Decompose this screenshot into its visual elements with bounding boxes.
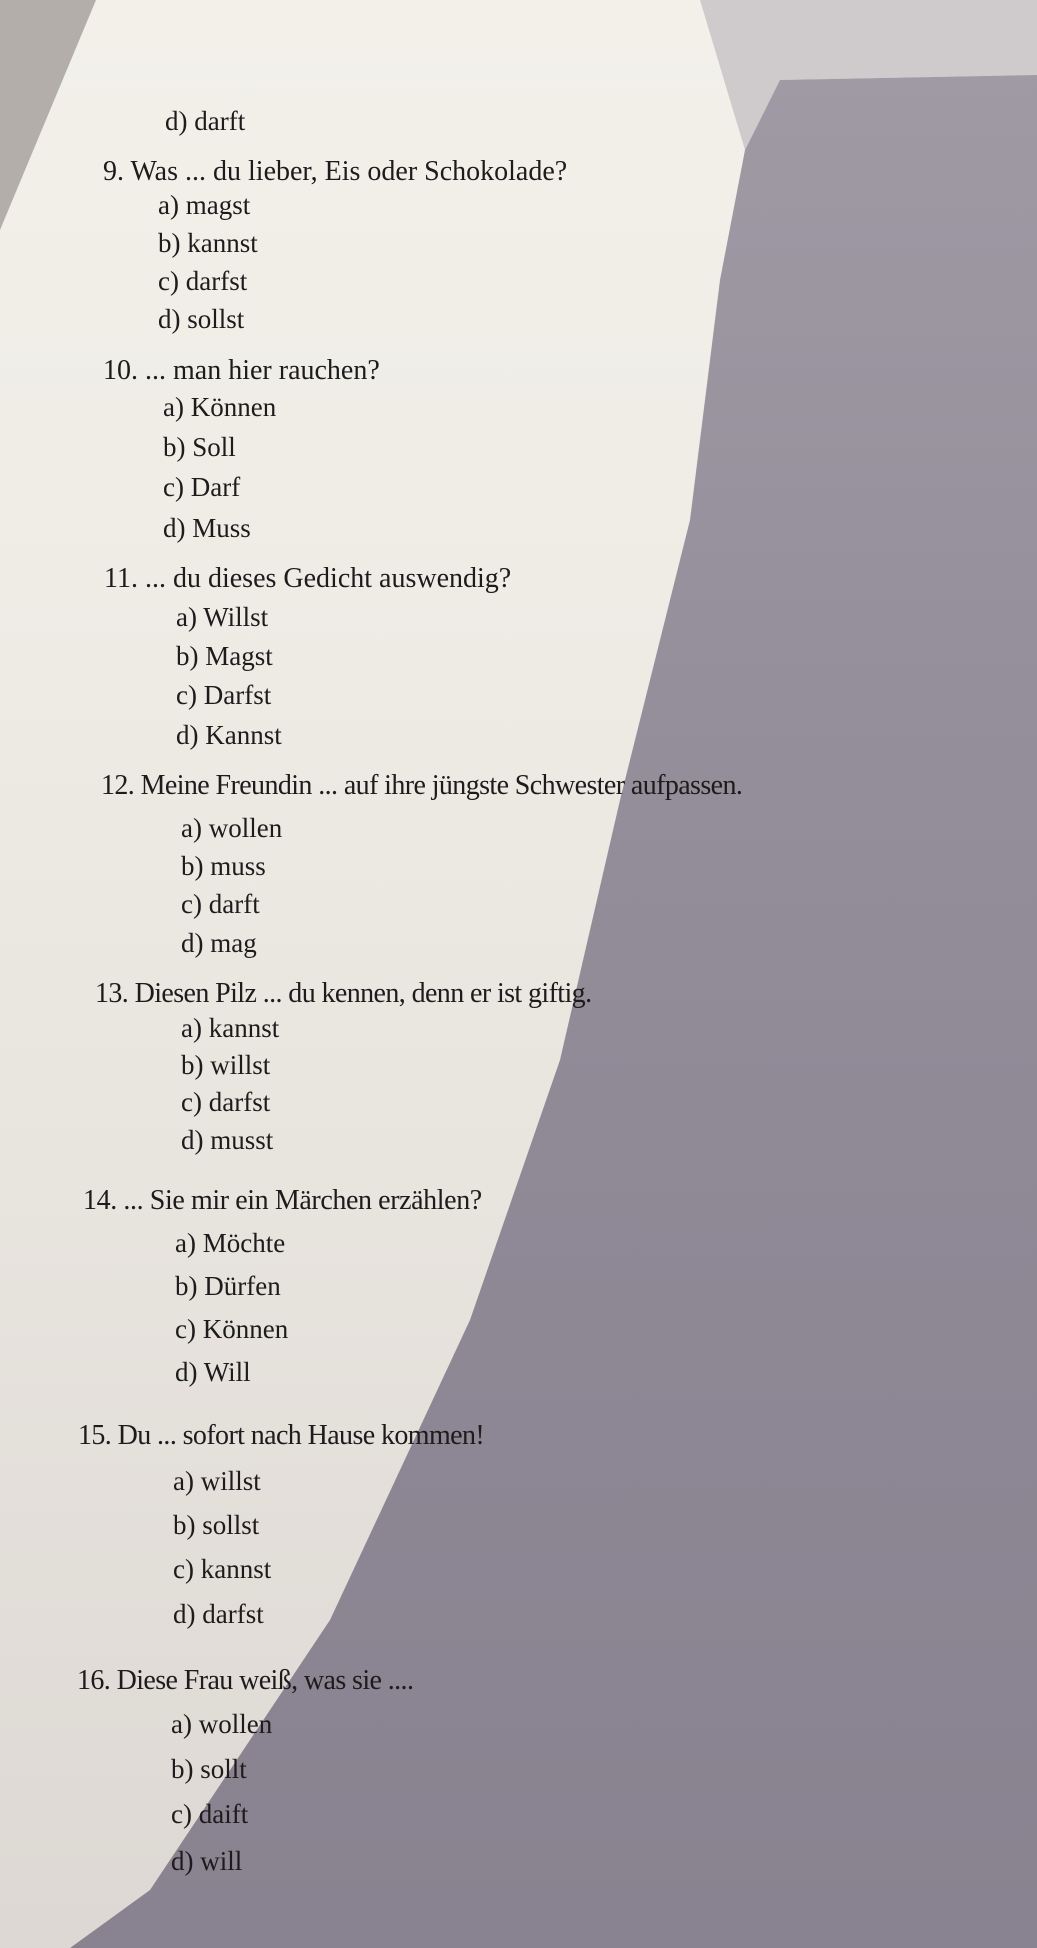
option-a: a) Willst [176,602,269,632]
option-b: b) sollt [171,1754,247,1784]
question-11: 11. ... du dieses Gedicht auswendig? [104,563,512,594]
option-b: b) Soll [163,432,236,462]
question-14: 14. ... Sie mir ein Märchen erzählen? [83,1185,482,1216]
option-b: b) willst [181,1050,271,1080]
option-a: a) willst [173,1466,261,1496]
option-c: c) daift [171,1799,249,1829]
option-d: d) will [171,1846,243,1876]
option-a: a) Können [163,392,277,422]
option-d: d) darft [165,106,246,136]
option-c: c) darfst [181,1087,271,1117]
question-12: 12. Meine Freundin ... auf ihre jüngste Schwester aufpassen. [101,770,743,801]
option-c: c) kannst [173,1554,272,1584]
option-a: a) wollen [171,1709,273,1739]
option-a: a) kannst [181,1013,280,1043]
option-b: b) kannst [158,228,258,258]
question-10: 10. ... man hier rauchen? [103,355,380,386]
option-d: d) darfst [173,1599,264,1629]
option-d: d) sollst [158,304,245,334]
option-b: b) Magst [176,641,273,671]
option-c: c) Darf [163,472,241,502]
option-c: c) Können [175,1314,289,1344]
option-c: c) Darfst [176,680,272,710]
option-c: c) darfst [158,266,248,296]
option-d: d) Muss [163,513,251,543]
question-16: 16. Diese Frau weiß, was sie .... [77,1665,414,1696]
option-d: d) musst [181,1125,274,1155]
option-d: d) Will [175,1357,251,1387]
option-a: a) Möchte [175,1228,286,1258]
option-c: c) darft [181,889,260,919]
question-15: 15. Du ... sofort nach Hause kommen! [78,1420,485,1451]
option-d: d) mag [181,928,257,958]
option-a: a) wollen [181,813,283,843]
question-9: 9. Was ... du lieber, Eis oder Schokolade? [103,156,568,187]
question-13: 13. Diesen Pilz ... du kennen, denn er ist giftig. [95,978,592,1009]
option-a: a) magst [158,190,251,220]
option-d: d) Kannst [176,720,282,750]
option-b: b) sollst [173,1510,260,1540]
option-b: b) Dürfen [175,1271,281,1301]
option-b: b) muss [181,851,266,881]
